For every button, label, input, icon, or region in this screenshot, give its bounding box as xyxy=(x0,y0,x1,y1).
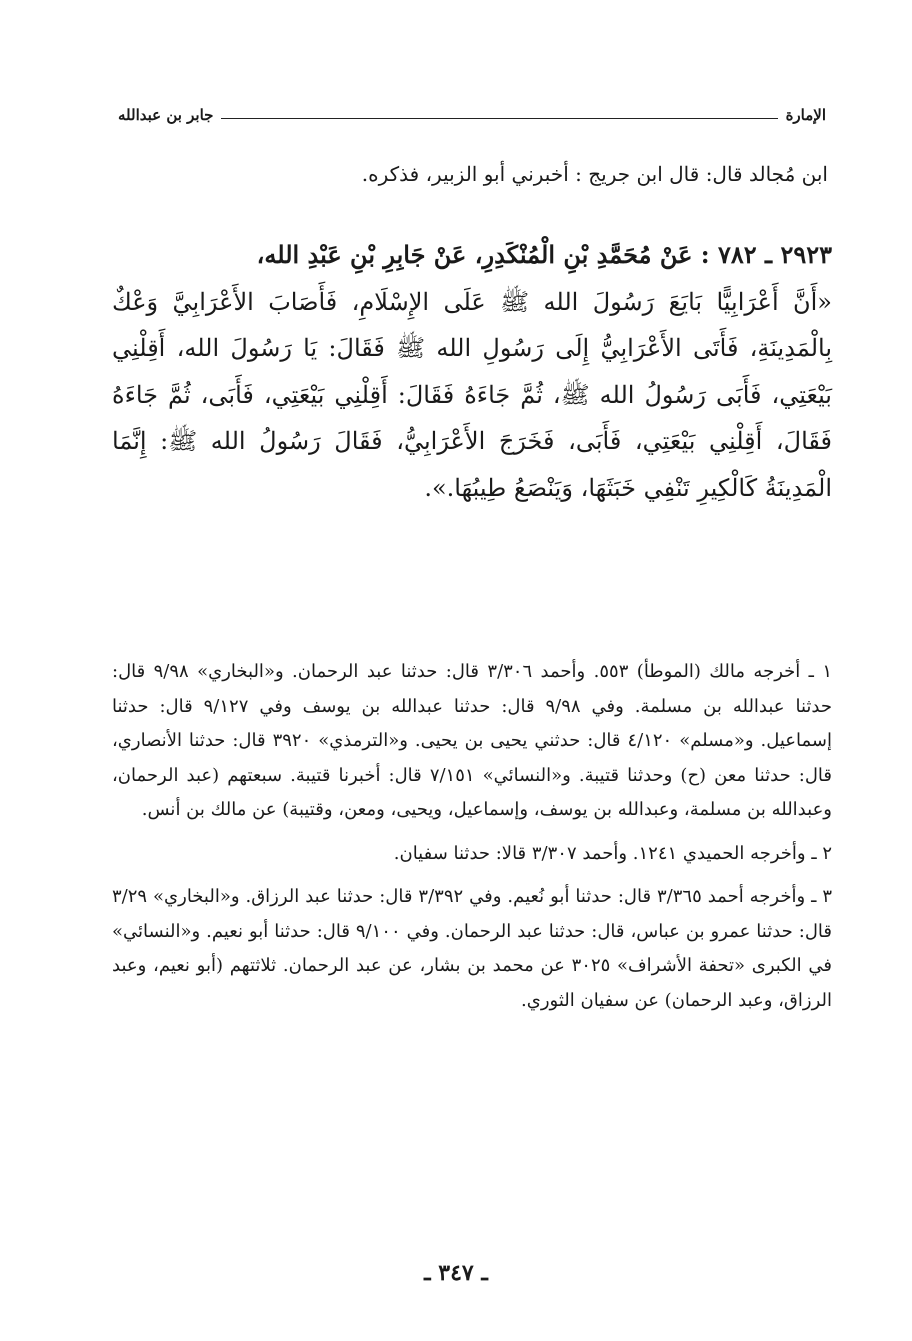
footnote: ١ ـ أخرجه مالك (الموطأ) ٥٥٣. وأحمد ٣/٣٠٦ قال: حدثنا عبد الرحمان. و«البخاري» ٩/٩٨ قال: حدثنا عبدالله بن مسلمة. وفي ٩/٩٨ قال: حدثنا عبدالله بن يوسف وفي ٩/١٢٧ قال: حدثنا إسماعيل. و«مسلم» ٤/١٢٠ قال: حدثني يحيى بن يحيى. و«الترمذي» ٣٩٢٠ قال: حدثنا الأنصاري، قال: حدثنا معن (ح) وحدثنا قتيبة. و«النسائي» ٧/١٥١ قال: أخبرنا قتيبة. سبعتهم (عبد الرحمان، وعبدالله بن مسلمة، وعبدالله بن يوسف، وإسماعيل، ويحيى، ومعن، وقتيبة) عن مالك بن أنس. xyxy=(112,661,833,820)
chapter-title: الإمارة xyxy=(785,106,826,124)
hadith-text xyxy=(112,232,832,511)
hadith-number: ٢٩٢٣ ـ ٧٨٢ : xyxy=(700,240,832,269)
hadith-chain: عَنْ مُحَمَّدِ بْنِ الْمُنْكَدِرِ، عَنْ جَابِرِ بْنِ عَبْدِ الله، xyxy=(256,240,693,269)
header-rule xyxy=(221,118,777,119)
hadith-matn: «أَنَّ أَعْرَابِيًّا بَايَعَ رَسُولَ الله ﷺ عَلَى الإِسْلَامِ، فَأَصَابَ الأَعْرَابِيَّ وَعْكٌ بِالْمَدِينَةِ، فَأَتَى الأَعْرَابِيُّ إِلَى رَسُولِ الله ﷺ فَقَالَ: يَا رَسُولَ الله، أَقِلْنِي بَيْعَتِي، فَأَبَى رَسُولُ الله ﷺ، ثُمَّ جَاءَهُ فَقَالَ: أَقِلْنِي بَيْعَتِي، فَأَبَى، ثُمَّ جَاءَهُ فَقَالَ، أَقِلْنِي بَيْعَتِي، فَأَبَى، فَخَرَجَ الأَعْرَابِيُّ، فَقَالَ رَسُولُ الله ﷺ: إِنَّمَا الْمَدِينَةُ كَالْكِيرِ تَنْفِي خَبَثَهَا، وَيَنْصَعُ طِيبُهَا.». xyxy=(112,287,832,502)
running-header xyxy=(118,103,826,127)
footnote: ٣ ـ وأخرجه أحمد ٣/٣٦٥ قال: حدثنا أبو نُعيم. وفي ٣/٣٩٢ قال: حدثنا عبد الرزاق. و«البخاري» ٣/٢٩ قال: حدثنا عمرو بن عباس، قال: حدثنا عبد الرحمان. وفي ٩/١٠٠ قال: حدثنا أبو نعيم. و«النسائي» في الكبرى «تحفة الأشراف» ٣٠٢٥ عن محمد بن بشار، عن عبد الرحمان. ثلاثتهم (أبو نعيم، وعبد الرزاق، وعبد الرحمان) عن سفيان الثوري. xyxy=(112,886,833,1011)
hadith-isnad xyxy=(112,232,832,279)
footnote: ٢ ـ وأخرجه الحميدي ١٢٤١. وأحمد ٣/٣٠٧ قالا: حدثنا سفيان. xyxy=(393,842,832,864)
footnotes xyxy=(112,655,832,1027)
intro-line: ابن مُجالد قال: قال ابن جريج : أخبرني أبو الزبير، فذكره. xyxy=(361,162,828,186)
narrator-title: جابر بن عبدالله xyxy=(118,106,214,124)
page-number: ـ ٣٤٧ ـ xyxy=(424,1260,488,1286)
